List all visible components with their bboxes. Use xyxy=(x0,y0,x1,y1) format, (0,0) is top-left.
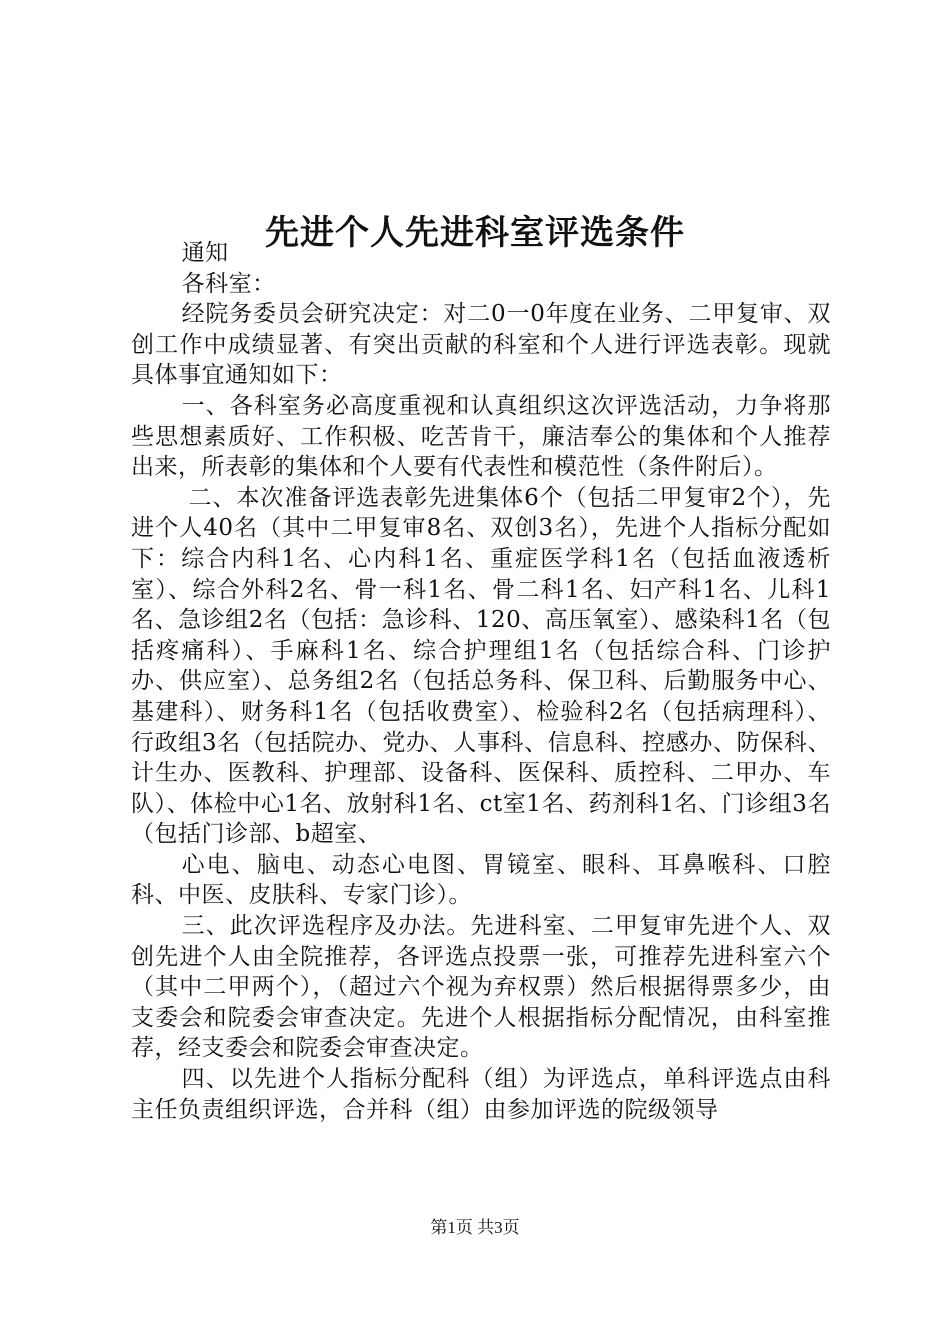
salutation: 各科室： xyxy=(181,270,276,297)
document-title: 先进个人先进科室评选条件 xyxy=(265,212,685,253)
section-three-paragraph: 三、此次评选程序及办法。先进科室、二甲复审先进个人、双创先进个人由全院推荐，各评选点投票一张，可推荐先进科室六个（其中二甲两个），（超过六个视为弃权票）然后根据得票多少，由支委会和院委会审查决定。先进个人根据指标分配情况，由科室推荐，经支委会和院委会审查决定。 xyxy=(131,913,831,1062)
section-two-continuation: 心电、脑电、动态心电图、胃镜室、眼科、耳鼻喉科、口腔科、中医、皮肤科、专家门诊）。 xyxy=(131,851,831,909)
section-four-paragraph: 四、以先进个人指标分配科（组）为评选点，单科评选点由科主任负责组织评选，合并科（组）由参加评选的院级领导 xyxy=(131,1066,831,1123)
intro-paragraph: 经院务委员会研究决定：对二0一0年度在业务、二甲复审、双创工作中成绩显著、有突出贡献的科室和个人进行评选表彰。现就具体事宜通知如下： xyxy=(131,301,831,389)
document-body xyxy=(131,238,831,1125)
section-one-paragraph: 一、各科室务必高度重视和认真组织这次评选活动，力争将那些思想素质好、工作积极、吃苦肯干，廉洁奉公的集体和个人推荐出来，所表彰的集体和个人要有代表性和模范性（条件附后）。 xyxy=(131,392,831,481)
section-two-paragraph: 二、本次准备评选表彰先进集体6个（包括二甲复审2个），先进个人40名（其中二甲复审8名、双创3名），先进个人指标分配如下：综合内科1名、心内科1名、重症医学科1名（包括血液透析室）、综合外科2名、骨一科1名、骨二科1名、妇产科1名、儿科1名、急诊组2名（包括：急诊科、120、高压氧室）、感染科1名（包括疼痛科）、手麻科1名、综合护理组1名（包括综合科、门诊护办、供应室）、总务组2名（包括总务科、保卫科、后勤服务中心、基建科）、财务科1名（包括收费室）、检验科2名（包括病理科）、行政组3名（包括院办、党办、人事科、信息科、控感办、防保科、计生办、医教科、护理部、设备科、医保科、质控科、二甲办、车队）、体检中心1名、放射科1名、ct室1名、药剂科1名、门诊组3名（包括门诊部、b超室、 xyxy=(131,484,831,848)
page-footer: 第1页 共3页 xyxy=(430,1218,520,1237)
notice-heading: 通知 xyxy=(181,240,229,266)
